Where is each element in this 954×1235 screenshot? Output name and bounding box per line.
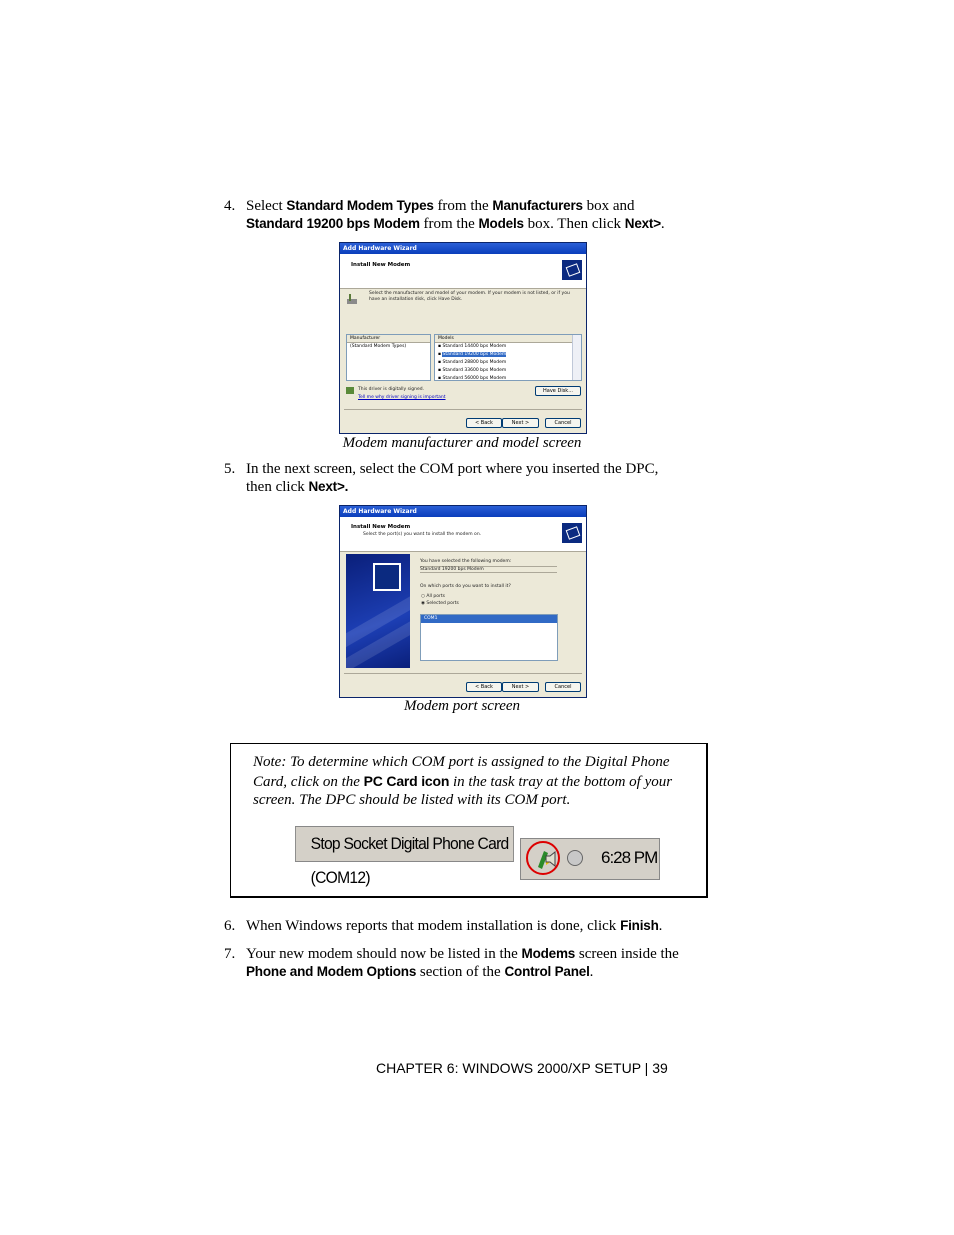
next-button[interactable]: Next > [502, 682, 539, 692]
step-6-number: 6. [224, 918, 236, 934]
pc-card-icon-term: PC Card icon [363, 772, 450, 789]
dialog-2-divider [344, 673, 582, 674]
phone-card-icon [373, 563, 401, 591]
cancel-button[interactable]: Cancel [545, 682, 581, 692]
standard-modem-types-term: Standard Modem Types [286, 198, 434, 213]
step-7 [0, 945, 954, 985]
dialog-1-instruction: Select the manufacturer and model of your modem. If your modem is not listed, or if you have an installation disk, click Have Disk. [369, 291, 570, 302]
note-box [230, 743, 708, 898]
model-item[interactable]: ▪ Standard 33600 bps Modem [438, 368, 507, 373]
ports-question: On which ports do you want to install it? [420, 584, 511, 589]
model-item[interactable]: ▪ Standard 56000 bps Modem [438, 376, 507, 381]
radio-checked-icon: ◉ [421, 601, 427, 606]
manufacturer-list[interactable] [346, 334, 431, 381]
step-6-line-1: When Windows reports that modem installation is done, click Finish. [246, 918, 663, 934]
add-hardware-wizard-dialog-1 [339, 242, 587, 434]
dialog-1-divider [344, 409, 582, 410]
standard-19200-term: Standard 19200 bps Modem [246, 216, 420, 231]
models-term: Models [478, 216, 524, 231]
step-6 [0, 917, 954, 937]
step-5 [0, 460, 954, 500]
dialog-1-title: Add Hardware Wizard [340, 243, 586, 254]
next-term: Next>. [308, 479, 349, 494]
models-list[interactable] [434, 334, 582, 381]
step-4-line-1: Select Standard Modem Types from the Manufacturers box and [246, 198, 635, 214]
step-7-number: 7. [224, 946, 236, 962]
wizard-side-graphic [346, 554, 410, 668]
model-item[interactable]: ▪ Standard 28800 bps Modem [438, 360, 507, 365]
port-item-selected[interactable]: COM1 [421, 615, 557, 623]
have-disk-button[interactable]: Have Disk... [535, 386, 581, 396]
modem-install-icon [346, 293, 358, 305]
manufacturer-item[interactable]: (Standard Modem Types) [350, 344, 407, 349]
wizard-modem-icon [561, 259, 583, 281]
driver-signing-link[interactable]: Tell me why driver signing is important [358, 395, 446, 400]
next-term: Next> [624, 216, 661, 231]
cancel-button[interactable]: Cancel [545, 418, 581, 428]
radio-unchecked-icon: ○ [421, 594, 427, 599]
dialog-2-subheading: Select the port(s) you want to install the modem on. [363, 532, 482, 537]
models-scrollbar[interactable] [572, 335, 581, 381]
manufacturer-header: Manufacturer [347, 335, 430, 343]
step-7-line-1: Your new modem should now be listed in the Modems screen inside the [246, 946, 679, 962]
step-4-line-2: Standard 19200 bps Modem from the Models box. Then click Next>. [246, 216, 665, 232]
selected-modem-value: Standard 19200 bps Modem [420, 566, 557, 573]
speaker-icon[interactable] [545, 851, 559, 867]
add-hardware-wizard-dialog-2 [339, 505, 587, 698]
next-button[interactable]: Next > [502, 418, 539, 428]
step-5-line-1: In the next screen, select the COM port where you inserted the DPC, [246, 461, 659, 477]
step-4 [0, 197, 954, 237]
dialog-2-heading: Install New Modem [351, 524, 411, 530]
dialog-1-heading: Install New Modem [351, 262, 411, 268]
models-header: Models [435, 335, 581, 343]
dialog-2-header [340, 517, 586, 552]
step-7-line-2: Phone and Modem Options section of the Control Panel. [246, 964, 594, 980]
modems-term: Modems [521, 946, 576, 961]
finish-term: Finish [620, 918, 659, 933]
step-5-number: 5. [224, 461, 236, 477]
back-button[interactable]: < Back [466, 418, 502, 428]
model-item[interactable]: ▪ Standard 14400 bps Modem [438, 344, 507, 349]
ports-list[interactable] [420, 614, 558, 661]
page-footer: CHAPTER 6: WINDOWS 2000/XP SETUP | 39 [376, 1060, 668, 1076]
step-5-line-2: then click Next>. [246, 479, 349, 495]
step-4-number: 4. [224, 198, 236, 214]
network-icon[interactable] [567, 850, 583, 866]
tray-tooltip: Stop Socket Digital Phone Card (COM12) [295, 826, 514, 862]
task-tray [520, 838, 660, 880]
model-item-selected[interactable]: ▪ Standard 19200 bps Modem [438, 352, 507, 357]
selected-ports-radio[interactable]: ◉ Selected ports [421, 601, 459, 606]
manufacturers-term: Manufacturers [492, 198, 583, 213]
control-panel-term: Control Panel [504, 964, 590, 979]
back-button[interactable]: < Back [466, 682, 502, 692]
note-text: Note: To determine which COM port is assigned to the Digital Phone Card, click on the PC Card icon in the task tray at the bottom of your screen. The DPC should be listed with its COM port. [253, 754, 673, 808]
signed-driver-icon [346, 387, 354, 394]
wizard-modem-icon [561, 522, 583, 544]
caption-1: Modem manufacturer and model screen [342, 435, 582, 451]
dialog-1-header [340, 254, 586, 289]
phone-and-modem-options-term: Phone and Modem Options [246, 964, 417, 979]
caption-2: Modem port screen [403, 698, 521, 714]
driver-signed-text: This driver is digitally signed. [358, 387, 425, 392]
tray-clock: 6:28 PM [601, 848, 658, 867]
dialog-2-title: Add Hardware Wizard [340, 506, 586, 517]
all-ports-radio[interactable]: ○ All ports [421, 594, 445, 599]
selected-modem-label: You have selected the following modem: [420, 559, 512, 564]
